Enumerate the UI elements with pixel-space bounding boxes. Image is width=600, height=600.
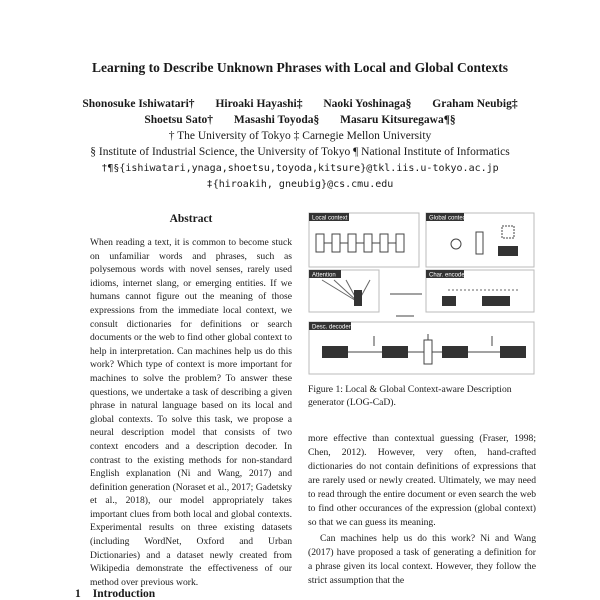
figure-caption: Figure 1: Local & Global Context-aware Description generator (LOG-CaD). bbox=[308, 384, 512, 408]
section-number: 1 bbox=[75, 588, 81, 600]
global-dashed-box bbox=[502, 226, 514, 238]
author-line-1 bbox=[0, 98, 600, 110]
author: Masaru Kitsuregawa¶§ bbox=[340, 114, 456, 126]
email-line-2: ‡{hiroakih, gneubig}@cs.cmu.edu bbox=[206, 179, 394, 190]
panel-attention-label: Attention bbox=[312, 272, 336, 279]
attention-lines bbox=[322, 280, 370, 302]
email-line-1: †¶§{ishiwatari,ynaga,shoetsu,toyoda,kitsure}@tkl.iis.u-tokyo.ac.jp bbox=[101, 163, 499, 174]
body-text-right-column bbox=[308, 432, 536, 588]
abstract-text: When reading a text, it is common to become stuck on unfamiliar words and phrases, such as polysemous words with novel senses, rarely used idioms, internet slang, or emerging entities. If we humans cannot figure out the meaning of those expressions from the immediate local context, we consult dictionaries for definitions or search documents or the web to find other global context to help in interpretation. Can machines help us do this work? Which type of context is more important for machines to solve the problem? To answer these questions, we undertake a task of describing a given phrase in natural language based on its local and global contexts. To solve this task, we propose a neural description model that consists of two context encoders and a description decoder. In contrast to the existing methods for non-standard English explanation (Ni and Wang, 2017) and definition generation (Noraset et al., 2017; Gadetsky et al., 2018), our model appropriately takes important clues from both local and global contexts. Experimental results on three existing datasets (including WordNet, Oxford and Urban Dictionaries) and a dataset newly created from Wikipedia demonstrate the effectiveness of our method over previous work. bbox=[90, 237, 292, 588]
figure-diagram bbox=[308, 212, 536, 376]
author: Shoetsu Sato† bbox=[144, 114, 214, 126]
paper-title: Learning to Describe Unknown Phrases with Local and Global Contexts bbox=[92, 60, 508, 75]
abstract-heading: Abstract bbox=[169, 213, 213, 225]
affiliation-line-2: § Institute of Industrial Science, the University of Tokyo ¶ National Institute of Informatics bbox=[90, 146, 510, 158]
decoder-outputs bbox=[374, 334, 492, 346]
panel-local-label: Local context bbox=[312, 215, 348, 222]
global-cell bbox=[476, 232, 483, 254]
author-line-2 bbox=[0, 114, 600, 126]
author: Hiroaki Hayashi‡ bbox=[215, 98, 303, 110]
paragraph: Can machines help us do this work? Ni and Wang (2017) have proposed a task of generating a definition for a phrase given its local context. However, they follow the strict assumption that the bbox=[308, 533, 536, 586]
author: Naoki Yoshinaga§ bbox=[323, 98, 412, 110]
author: Graham Neubig‡ bbox=[432, 98, 518, 110]
section-title: Introduction bbox=[92, 588, 156, 600]
char-small-block bbox=[442, 296, 456, 306]
section-heading bbox=[75, 588, 155, 600]
author: Masashi Toyoda§ bbox=[233, 114, 320, 126]
panel-decoder-label: Desc. decoder bbox=[312, 324, 351, 331]
decoder-gate-cell bbox=[424, 340, 432, 364]
affiliation-line-1: † The University of Tokyo ‡ Carnegie Mellon University bbox=[168, 130, 432, 142]
char-dark-block bbox=[482, 296, 510, 306]
global-circle bbox=[451, 239, 461, 249]
panel-global-label: Global context bbox=[429, 215, 468, 222]
attention-cell bbox=[354, 290, 362, 306]
panel-char-label: Char. encoder bbox=[429, 272, 467, 279]
global-dark-block bbox=[498, 246, 518, 256]
author: Shonosuke Ishiwatari† bbox=[82, 98, 195, 110]
paragraph: more effective than contextual guessing (Fraser, 1998; Chen, 2012). However, very often, hand-crafted dictionaries do not contain definitions of expressions that are rarely used or newly created. Ultimately, we may need to read through the entire document or even search the web to find other occurances of the expression (global context) so that we can guess its meaning. bbox=[308, 433, 536, 528]
